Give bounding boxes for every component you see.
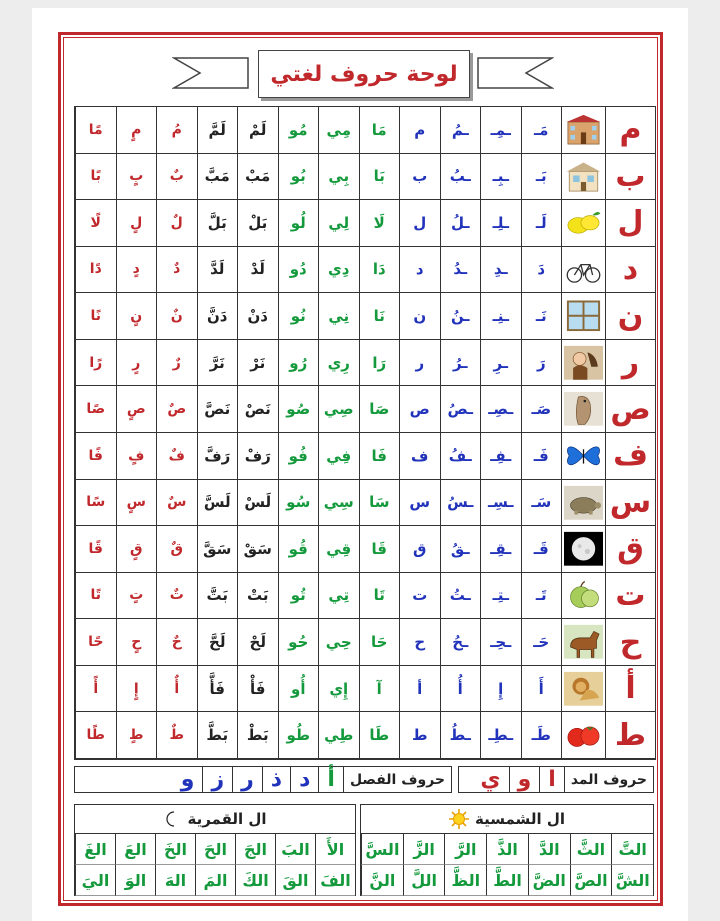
lion-picture <box>561 666 605 713</box>
shamsiya-item: الطَّ <box>486 865 528 896</box>
bicycle-picture <box>561 247 605 294</box>
syllable-cell: سٌ <box>156 480 197 527</box>
syllable-cell: نُو <box>278 293 319 340</box>
syllable-cell: نَرَّ <box>197 340 238 387</box>
shamsiya-item: اللَّ <box>403 865 445 896</box>
syllable-cell: لٍ <box>116 200 157 247</box>
row-letter: أ <box>605 666 655 713</box>
fasl-letter: و <box>173 767 204 792</box>
tanween-cell: سًا <box>75 480 116 527</box>
shamsiya-item: الزَّ <box>403 834 445 865</box>
syllable-cell: نَصْ <box>237 386 278 433</box>
fasl-letter: د <box>291 767 319 792</box>
syllable-cell: ـلُ <box>440 200 481 247</box>
syllable-cell: ـدُ <box>440 247 481 294</box>
syllable-cell: قَـ <box>521 526 562 573</box>
apple-picture <box>561 573 605 620</box>
syllable-cell: رَ <box>521 340 562 387</box>
shamsiya-item: الذَّ <box>486 834 528 865</box>
syllable-cell: تِي <box>318 573 359 620</box>
madd-letter: ا <box>540 767 565 792</box>
syllable-cell: ـسُ <box>440 480 481 527</box>
qamariya-title: ال القمرية <box>187 810 267 828</box>
qamariya-item: الوَ <box>115 865 155 896</box>
fasl-label: حروف الفصل <box>349 771 445 788</box>
syllable-cell: قُو <box>278 526 319 573</box>
syllable-cell: صٌ <box>156 386 197 433</box>
syllable-cell: رٌ <box>156 340 197 387</box>
syllable-cell: ـحُ <box>440 619 481 666</box>
sun-icon <box>449 809 469 829</box>
syllable-cell: سُو <box>278 480 319 527</box>
row-letter: ن <box>605 293 655 340</box>
qamariya-item: اليَ <box>75 865 115 896</box>
row-letter: ف <box>605 433 655 480</box>
page-title: لوحة حروف لغتي <box>258 50 470 98</box>
syllable-cell: مَا <box>359 107 400 154</box>
madd-letter: ي <box>472 767 509 792</box>
row-letter: د <box>605 247 655 294</box>
tanween-cell: قًا <box>75 526 116 573</box>
shamsiya-item: الظَّ <box>444 865 486 896</box>
syllable-cell: إِي <box>318 666 359 713</box>
syllable-cell: ت <box>399 573 440 620</box>
falcon-picture <box>561 386 605 433</box>
syllable-cell: بَلَّ <box>197 200 238 247</box>
syllable-cell: لٌ <box>156 200 197 247</box>
syllable-cell: ف <box>399 433 440 480</box>
syllable-cell: بَطَّ <box>197 712 238 759</box>
qamariya-item: الفَ <box>315 865 355 896</box>
syllable-cell: سَقَّ <box>197 526 238 573</box>
syllable-cell: مَبَّ <box>197 154 238 201</box>
syllable-cell: ـمِـ <box>480 107 521 154</box>
syllable-cell: رَفْ <box>237 433 278 480</box>
syllable-cell: لَـ <box>521 200 562 247</box>
syllable-cell: فَأْ <box>237 666 278 713</box>
syllable-cell: سَقْ <box>237 526 278 573</box>
syllable-cell: أُو <box>278 666 319 713</box>
shamsiya-item: الشَّ <box>611 865 653 896</box>
syllable-cell: صٍ <box>116 386 157 433</box>
syllable-cell: ـقُ <box>440 526 481 573</box>
syllable-cell: ـصُ <box>440 386 481 433</box>
row-letter: ر <box>605 340 655 387</box>
syllable-cell: ـصِـ <box>480 386 521 433</box>
row-letter: م <box>605 107 655 154</box>
syllable-cell: ـتُ <box>440 573 481 620</box>
row-letter: ب <box>605 154 655 201</box>
syllable-cell: دُو <box>278 247 319 294</box>
qamariya-item: البَ <box>275 834 315 865</box>
syllable-cell: بِي <box>318 154 359 201</box>
turtle-picture <box>561 480 605 527</box>
fasl-letter: ز <box>203 767 233 792</box>
tanween-cell: مًا <box>75 107 116 154</box>
window-picture <box>561 293 605 340</box>
tomatoes-picture <box>561 712 605 759</box>
row-letter: س <box>605 480 655 527</box>
qamariya-item: الهَ <box>155 865 195 896</box>
syllable-cell: نَرْ <box>237 340 278 387</box>
syllable-cell: رُو <box>278 340 319 387</box>
syllable-cell: ـدِ <box>480 247 521 294</box>
lemons-picture <box>561 200 605 247</box>
qamariya-item: الحَ <box>195 834 235 865</box>
syllable-cell: سَا <box>359 480 400 527</box>
syllable-cell: بَا <box>359 154 400 201</box>
shamsiya-item: الدَّ <box>528 834 570 865</box>
syllable-cell: لَسْ <box>237 480 278 527</box>
syllable-cell: ـبُ <box>440 154 481 201</box>
moon-picture <box>561 526 605 573</box>
syllable-cell: دَا <box>359 247 400 294</box>
syllable-cell: دَنْ <box>237 293 278 340</box>
shamsiya-item: الثَّ <box>570 834 612 865</box>
syllable-cell: آ <box>359 666 400 713</box>
child-picture <box>561 340 605 387</box>
syllable-cell: إِ <box>480 666 521 713</box>
syllable-cell: قِي <box>318 526 359 573</box>
syllable-cell: مٍ <box>116 107 157 154</box>
syllable-cell: ـتِـ <box>480 573 521 620</box>
syllable-cell: فٌ <box>156 433 197 480</box>
tanween-cell: حًا <box>75 619 116 666</box>
shamsiya-item: السَّ <box>361 834 403 865</box>
syllable-cell: نَا <box>359 293 400 340</box>
shamsiya-item: التَّ <box>611 834 653 865</box>
shamsiya-item: الضَّ <box>528 865 570 896</box>
syllable-cell: سٍ <box>116 480 157 527</box>
syllable-cell: لُو <box>278 200 319 247</box>
syllable-cell: أ <box>399 666 440 713</box>
fasl-letter: ذ <box>263 767 291 792</box>
syllable-cell: فَـ <box>521 433 562 480</box>
syllable-cell: ـطُ <box>440 712 481 759</box>
left-ribbon-decoration <box>172 54 250 92</box>
syllable-cell: مُ <box>156 107 197 154</box>
syllable-cell: طٌ <box>156 712 197 759</box>
syllable-cell: حٌ <box>156 619 197 666</box>
syllable-cell: ق <box>399 526 440 573</box>
syllable-cell: طَـ <box>521 712 562 759</box>
syllable-cell: س <box>399 480 440 527</box>
syllable-cell: طُو <box>278 712 319 759</box>
tanween-cell: رًا <box>75 340 116 387</box>
syllable-cell: ل <box>399 200 440 247</box>
tanween-cell: طًا <box>75 712 116 759</box>
tanween-cell: تًا <box>75 573 116 620</box>
syllable-cell: سَـ <box>521 480 562 527</box>
syllable-cell: بَتَّ <box>197 573 238 620</box>
syllable-cell: فٍ <box>116 433 157 480</box>
syllable-cell: مَـ <box>521 107 562 154</box>
syllable-cell: مِي <box>318 107 359 154</box>
syllable-cell: دَنَّ <box>197 293 238 340</box>
syllable-cell: دٌ <box>156 247 197 294</box>
syllable-cell: دٍ <box>116 247 157 294</box>
syllable-cell: حَا <box>359 619 400 666</box>
syllable-cell: لِي <box>318 200 359 247</box>
school-building-picture <box>561 107 605 154</box>
syllable-cell: ـحِـ <box>480 619 521 666</box>
syllable-cell: لَا <box>359 200 400 247</box>
syllable-cell: فُو <box>278 433 319 480</box>
syllable-cell: ـقِـ <box>480 526 521 573</box>
qamariya-section <box>74 804 356 896</box>
tanween-cell: بًا <box>75 154 116 201</box>
qamariya-item: الجَ <box>235 834 275 865</box>
syllable-cell: ب <box>399 154 440 201</box>
row-letter: ط <box>605 712 655 759</box>
horse-picture <box>561 619 605 666</box>
qamariya-list <box>75 833 355 896</box>
shamsiya-list <box>361 833 653 896</box>
syllable-cell: ط <box>399 712 440 759</box>
row-letter: ل <box>605 200 655 247</box>
syllable-cell: بُو <box>278 154 319 201</box>
syllable-cell: قٍ <box>116 526 157 573</box>
syllable-cell: بَلْ <box>237 200 278 247</box>
shamsiya-item: الرَّ <box>444 834 486 865</box>
syllable-cell: رَا <box>359 340 400 387</box>
crescent-moon-icon <box>163 810 181 828</box>
fasl-letter: أ <box>319 767 344 792</box>
syllable-cell: فَا <box>359 433 400 480</box>
qamariya-item: الخَ <box>155 834 195 865</box>
shamsiya-item: النَّ <box>361 865 403 896</box>
syllable-cell: ـفُ <box>440 433 481 480</box>
syllable-cell: صَا <box>359 386 400 433</box>
syllable-cell: ـبِـ <box>480 154 521 201</box>
tanween-cell: دًا <box>75 247 116 294</box>
syllable-cell: ـسِـ <box>480 480 521 527</box>
syllable-cell: تَا <box>359 573 400 620</box>
syllable-cell: تٌ <box>156 573 197 620</box>
syllable-cell: ـنِـ <box>480 293 521 340</box>
syllable-cell: لَمْ <box>237 107 278 154</box>
syllable-cell: فِي <box>318 433 359 480</box>
syllable-cell: نَصَّ <box>197 386 238 433</box>
syllable-cell: رٍ <box>116 340 157 387</box>
syllable-cell: دِي <box>318 247 359 294</box>
syllable-cell: تُو <box>278 573 319 620</box>
syllable-cell: نٍ <box>116 293 157 340</box>
syllable-cell: نِي <box>318 293 359 340</box>
qamariya-item: الكَ <box>235 865 275 896</box>
syllable-cell: بَتْ <box>237 573 278 620</box>
syllable-cell: صَـ <box>521 386 562 433</box>
syllable-cell: مَبْ <box>237 154 278 201</box>
right-ribbon-decoration <box>476 54 554 92</box>
tanween-cell: فًا <box>75 433 116 480</box>
syllable-cell: حِي <box>318 619 359 666</box>
syllable-cell: سِي <box>318 480 359 527</box>
syllable-cell: لَدَّ <box>197 247 238 294</box>
shamsiya-section <box>360 804 654 896</box>
syllable-cell: دَ <box>521 247 562 294</box>
syllable-cell: حٍ <box>116 619 157 666</box>
syllable-cell: نٌ <box>156 293 197 340</box>
shamsiya-title: ال الشمسية <box>475 810 565 828</box>
syllable-cell: إٍ <box>116 666 157 713</box>
syllable-cell: مُو <box>278 107 319 154</box>
syllable-cell: أُ <box>440 666 481 713</box>
tanween-cell: لًا <box>75 200 116 247</box>
syllable-cell: رَفَّ <box>197 433 238 480</box>
row-letter: ص <box>605 386 655 433</box>
syllable-cell: رِي <box>318 340 359 387</box>
syllable-cell: ر <box>399 340 440 387</box>
syllable-cell: طَا <box>359 712 400 759</box>
syllable-cell: ـلِـ <box>480 200 521 247</box>
qamariya-item: الغَ <box>75 834 115 865</box>
syllable-cell: ن <box>399 293 440 340</box>
syllable-cell: صِي <box>318 386 359 433</box>
syllable-cell: لَحَّ <box>197 619 238 666</box>
syllable-cell: بٌ <box>156 154 197 201</box>
qamariya-item: العَ <box>115 834 155 865</box>
letters-grid <box>74 106 656 760</box>
syllable-cell: بَطْ <box>237 712 278 759</box>
fasl-letters-bar <box>74 766 452 793</box>
qamariya-item: الأَ <box>315 834 355 865</box>
syllable-cell: ـمُ <box>440 107 481 154</box>
syllable-cell: لَمَّ <box>197 107 238 154</box>
qamariya-item: القَ <box>275 865 315 896</box>
syllable-cell: ـفِـ <box>480 433 521 480</box>
syllable-cell: ص <box>399 386 440 433</box>
syllable-cell: د <box>399 247 440 294</box>
shamsiya-item: الصَّ <box>570 865 612 896</box>
row-letter: ت <box>605 573 655 620</box>
house-picture <box>561 154 605 201</box>
row-letter: ق <box>605 526 655 573</box>
tanween-cell: أً <box>75 666 116 713</box>
syllable-cell: أٌ <box>156 666 197 713</box>
syllable-cell: ـطِـ <box>480 712 521 759</box>
syllable-cell: ـنُ <box>440 293 481 340</box>
qamariya-item: المَ <box>195 865 235 896</box>
tanween-cell: صًا <box>75 386 116 433</box>
syllable-cell: صُو <box>278 386 319 433</box>
syllable-cell: فَأَّ <box>197 666 238 713</box>
row-letter: ح <box>605 619 655 666</box>
syllable-cell: قٌ <box>156 526 197 573</box>
syllable-cell: ـرُ <box>440 340 481 387</box>
syllable-cell: لَحْ <box>237 619 278 666</box>
syllable-cell: نَـ <box>521 293 562 340</box>
syllable-cell: تَـ <box>521 573 562 620</box>
syllable-cell: بٍ <box>116 154 157 201</box>
syllable-cell: لَدْ <box>237 247 278 294</box>
syllable-cell: حُو <box>278 619 319 666</box>
madd-label: حروف المد <box>570 771 647 788</box>
tanween-cell: نًا <box>75 293 116 340</box>
butterfly-picture <box>561 433 605 480</box>
syllable-cell: قَا <box>359 526 400 573</box>
syllable-cell: طِي <box>318 712 359 759</box>
syllable-cell: م <box>399 107 440 154</box>
syllable-cell: طٍ <box>116 712 157 759</box>
syllable-cell: تٍ <box>116 573 157 620</box>
madd-letters-bar <box>458 766 654 793</box>
syllable-cell: ح <box>399 619 440 666</box>
syllable-cell: ـرِ <box>480 340 521 387</box>
madd-letter: و <box>510 767 541 792</box>
fasl-letter: ر <box>233 767 263 792</box>
syllable-cell: بَـ <box>521 154 562 201</box>
syllable-cell: حَـ <box>521 619 562 666</box>
syllable-cell: أَ <box>521 666 562 713</box>
syllable-cell: لَسَّ <box>197 480 238 527</box>
